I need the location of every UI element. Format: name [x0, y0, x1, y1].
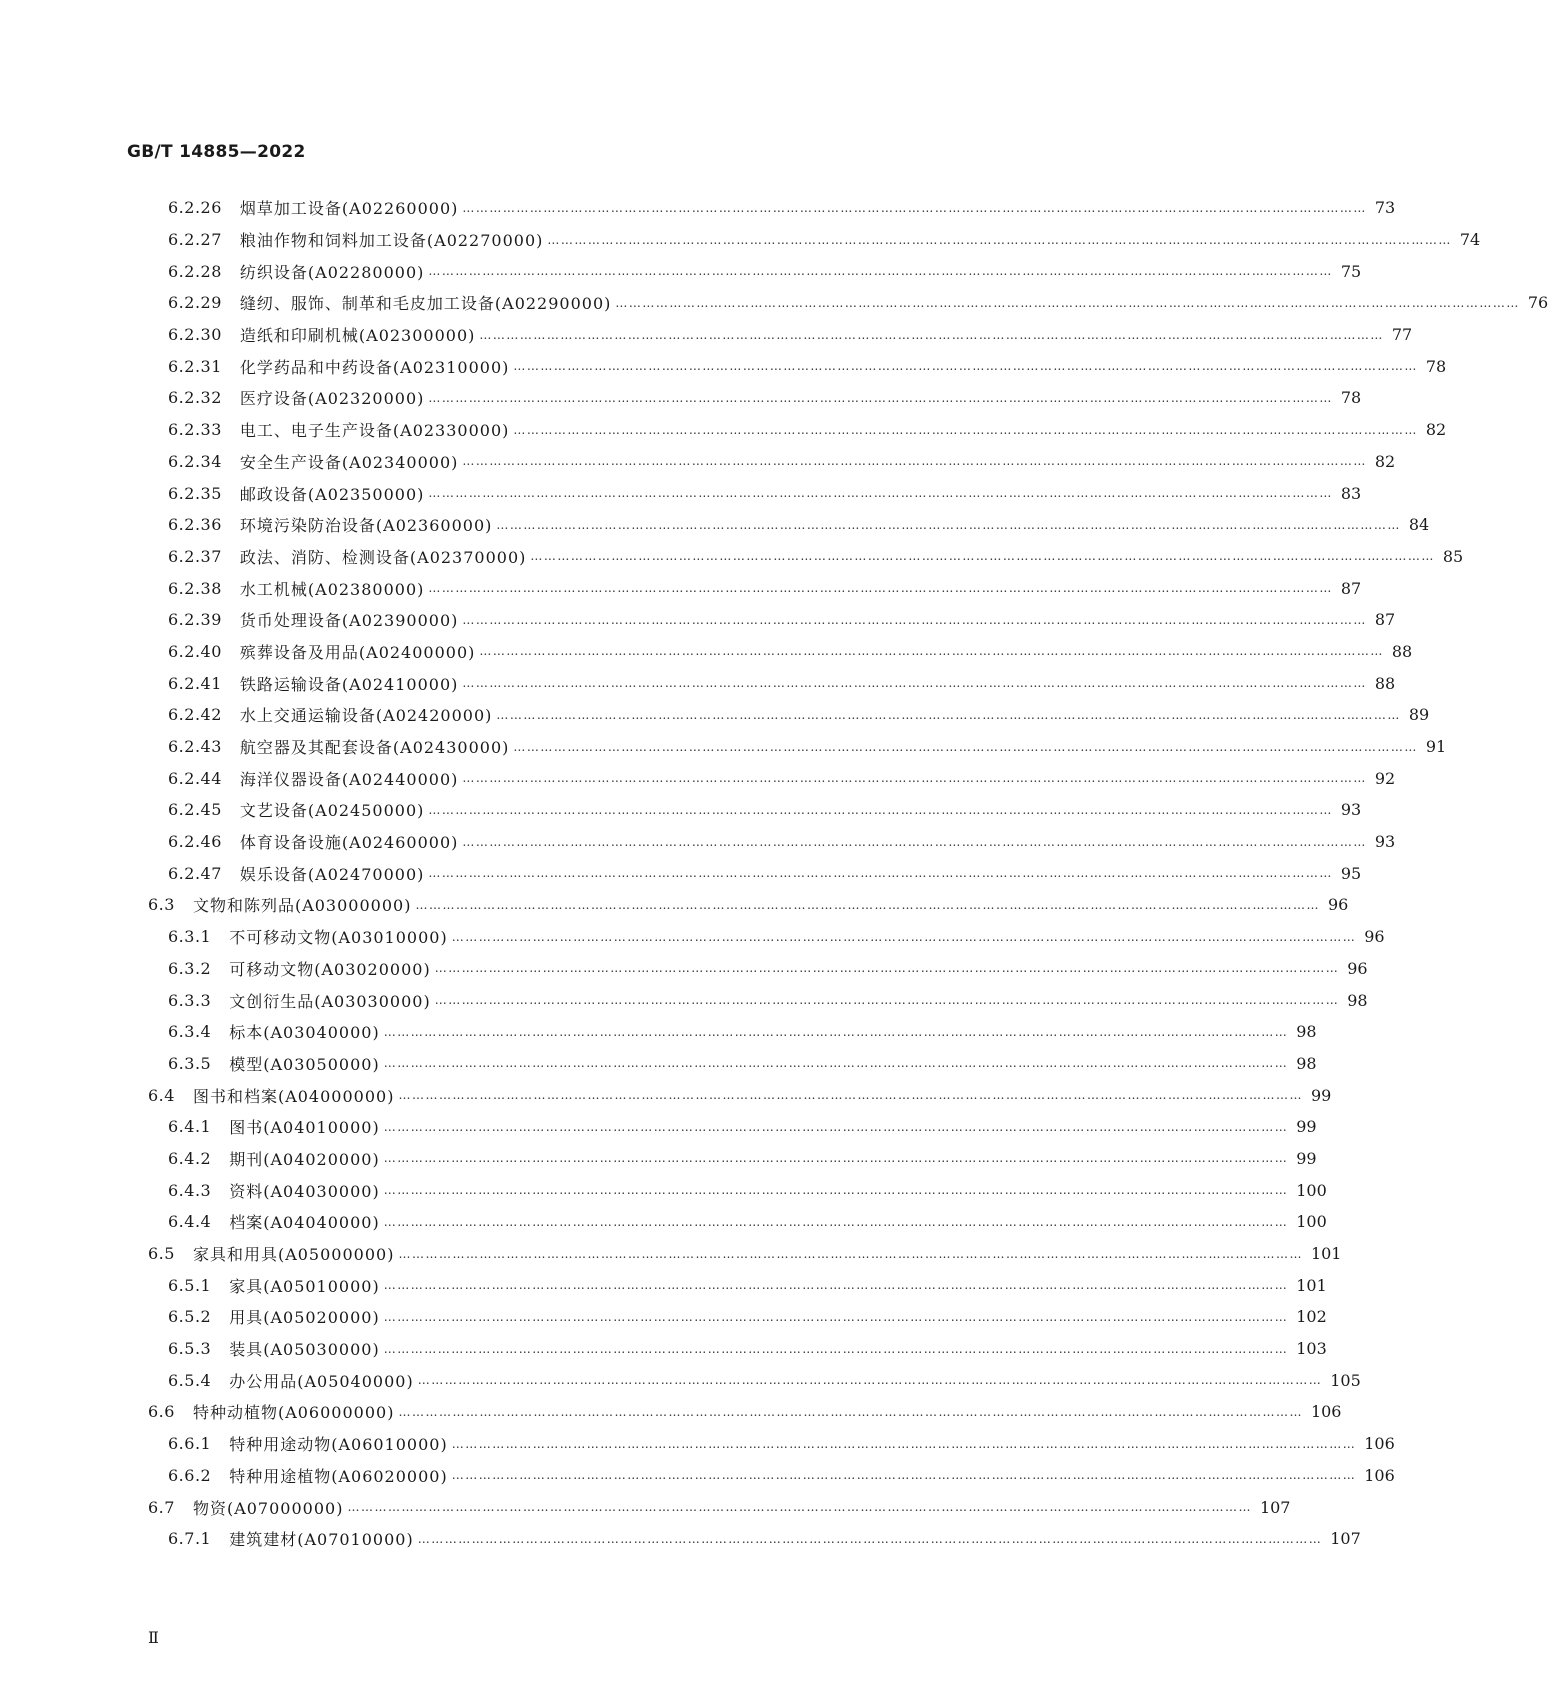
toc-leader-dots: ………………………………………………………………………………………………………………………………………………………………………………… [383, 1214, 1289, 1229]
toc-leader-dots: ………………………………………………………………………………………………………………………………………………………………………………… [383, 1151, 1289, 1166]
toc-leader-dots: ………………………………………………………………………………………………………………………………………………………………………………… [383, 1341, 1289, 1356]
toc-entry-page: 99 [1296, 1148, 1317, 1168]
toc-entry-number: 6.2.35 [168, 483, 222, 503]
toc-entry-page: 83 [1340, 483, 1362, 503]
toc-entry-page: 74 [1459, 230, 1481, 250]
toc-entry[interactable] [0, 1016, 1317, 1048]
toc-leader-dots: ………………………………………………………………………………………………………………………………………………………………………………… [398, 1246, 1303, 1261]
toc-entry-page: 95 [1340, 863, 1362, 883]
toc-entry-title: 航空器及其配套设备(A02430000) [239, 738, 510, 758]
toc-leader-dots: ………………………………………………………………………………………………………………………………………………………………………………… [428, 390, 1333, 405]
toc-entry-number: 6.4.4 [168, 1212, 212, 1232]
table-of-contents [0, 192, 1548, 1555]
toc-entry[interactable] [0, 667, 1396, 699]
toc-entry-title: 邮政设备(A02350000) [239, 484, 425, 504]
toc-leader-dots: ………………………………………………………………………………………………………………………………………………………………………………… [462, 834, 1367, 849]
toc-leader-dots: ………………………………………………………………………………………………………………………………………………………………………………… [383, 1183, 1289, 1198]
toc-entry-number: 6.2.39 [168, 610, 222, 630]
toc-entry-page: 96 [1347, 958, 1368, 978]
toc-entry-title: 图书和档案(A04000000) [192, 1086, 395, 1106]
toc-entry-page: 84 [1408, 515, 1430, 535]
toc-entry-number: 6.2.44 [168, 768, 222, 788]
toc-entry[interactable] [0, 1491, 1291, 1523]
toc-entry-number: 6.4.2 [168, 1148, 212, 1168]
toc-entry[interactable] [0, 572, 1362, 604]
toc-entry-title: 货币处理设备(A02390000) [239, 611, 459, 631]
toc-entry-number: 6.5.3 [168, 1339, 212, 1359]
toc-entry-number: 6.2.47 [168, 863, 222, 883]
toc-entry-page: 106 [1310, 1402, 1342, 1422]
toc-leader-dots: ………………………………………………………………………………………………………………………………………………………………………………… [428, 486, 1333, 501]
toc-leader-dots: ………………………………………………………………………………………………………………………………………………………………………………… [417, 1531, 1323, 1546]
toc-entry[interactable] [0, 1206, 1327, 1238]
toc-entry-page: 82 [1425, 420, 1447, 440]
toc-entry-number: 6.3.2 [168, 958, 212, 978]
toc-entry[interactable] [0, 350, 1447, 382]
toc-entry[interactable] [0, 1333, 1327, 1365]
toc-entry-title: 文艺设备(A02450000) [239, 801, 425, 821]
toc-entry-number: 6.3.4 [168, 1022, 212, 1042]
toc-entry[interactable] [0, 382, 1362, 414]
toc-entry-number: 6.2.40 [168, 641, 222, 661]
toc-entry-title: 造纸和印刷机械(A02300000) [239, 326, 476, 346]
toc-entry-number: 6.5 [148, 1244, 175, 1264]
toc-entry-number: 6.3.5 [168, 1053, 212, 1073]
toc-entry-title: 家具(A05010000) [229, 1276, 380, 1296]
toc-leader-dots: ………………………………………………………………………………………………………………………………………………………………………………… [462, 612, 1367, 627]
toc-entry-page: 92 [1374, 768, 1396, 788]
toc-entry-number: 6.2.43 [168, 737, 222, 757]
toc-entry-number: 6.2.38 [168, 578, 222, 598]
toc-entry-number: 6.2.46 [168, 832, 222, 852]
toc-entry-number: 6.2.26 [168, 198, 222, 218]
toc-entry-number: 6.2.33 [168, 420, 222, 440]
toc-entry-page: 96 [1364, 927, 1385, 947]
toc-entry[interactable] [0, 699, 1430, 731]
toc-entry-title: 资料(A04030000) [229, 1181, 380, 1201]
toc-entry-page: 98 [1296, 1022, 1317, 1042]
toc-entry[interactable] [0, 509, 1430, 541]
toc-entry[interactable] [0, 1079, 1332, 1111]
toc-entry-page: 106 [1364, 1465, 1395, 1485]
toc-leader-dots: ………………………………………………………………………………………………………………………………………………………………………………… [513, 422, 1418, 437]
toc-entry-number: 6.3.1 [168, 927, 212, 947]
toc-entry-page: 88 [1374, 673, 1396, 693]
toc-entry-number: 6.2.36 [168, 515, 222, 535]
toc-entry[interactable] [0, 921, 1385, 953]
toc-entry-page: 93 [1374, 832, 1396, 852]
toc-entry[interactable] [0, 794, 1362, 826]
toc-leader-dots: ………………………………………………………………………………………………………………………………………………………………………………… [496, 517, 1401, 532]
toc-entry[interactable] [0, 1428, 1395, 1460]
toc-entry-title: 电工、电子生产设备(A02330000) [239, 421, 510, 441]
toc-entry[interactable] [0, 731, 1447, 763]
toc-leader-dots: ………………………………………………………………………………………………………………………………………………………………………………… [451, 1468, 1357, 1483]
toc-entry-title: 铁路运输设备(A02410000) [239, 674, 459, 694]
toc-entry[interactable] [0, 319, 1413, 351]
toc-entry-number: 6.4 [148, 1085, 175, 1105]
toc-entry-title: 化学药品和中药设备(A02310000) [239, 357, 510, 377]
toc-entry-title: 水上交通运输设备(A02420000) [239, 706, 493, 726]
toc-entry-title: 粮油作物和饲料加工设备(A02270000) [239, 231, 544, 251]
toc-entry[interactable] [0, 1269, 1327, 1301]
toc-entry-page: 89 [1408, 705, 1430, 725]
toc-entry-title: 档案(A04040000) [229, 1213, 380, 1233]
toc-leader-dots: ………………………………………………………………………………………………………………………………………………………………………………… [513, 359, 1418, 374]
toc-entry[interactable] [0, 1460, 1395, 1492]
toc-entry-title: 文创衍生品(A03030000) [229, 991, 431, 1011]
toc-entry-title: 体育设备设施(A02460000) [239, 833, 459, 853]
toc-entry-title: 家具和用具(A05000000) [192, 1245, 395, 1265]
toc-entry-page: 91 [1425, 737, 1447, 757]
toc-entry-title: 期刊(A04020000) [229, 1149, 380, 1169]
toc-entry[interactable] [0, 1238, 1342, 1270]
toc-entry[interactable] [0, 953, 1368, 985]
toc-entry[interactable] [0, 287, 1548, 319]
toc-entry-page: 77 [1391, 325, 1413, 345]
toc-entry[interactable] [0, 857, 1362, 889]
toc-entry-page: 99 [1296, 1117, 1317, 1137]
toc-entry[interactable] [0, 255, 1362, 287]
toc-entry-number: 6.6 [148, 1402, 175, 1422]
toc-entry[interactable] [0, 1174, 1327, 1206]
toc-entry[interactable] [0, 1364, 1361, 1396]
toc-leader-dots: ………………………………………………………………………………………………………………………………………………………………………………… [451, 929, 1357, 944]
toc-entry[interactable] [0, 1523, 1361, 1555]
toc-entry[interactable] [0, 192, 1396, 224]
toc-entry-title: 标本(A03040000) [229, 1023, 380, 1043]
toc-entry-title: 建筑建材(A07010000) [229, 1530, 414, 1550]
toc-entry-page: 107 [1330, 1529, 1361, 1549]
toc-entry-page: 102 [1296, 1307, 1327, 1327]
toc-leader-dots: ………………………………………………………………………………………………………………………………………………………………………………… [451, 1436, 1357, 1451]
toc-entry-page: 87 [1374, 610, 1396, 630]
toc-entry-number: 6.4.3 [168, 1180, 212, 1200]
toc-entry-title: 烟草加工设备(A02260000) [239, 199, 459, 219]
toc-leader-dots: ………………………………………………………………………………………………………………………………………………………………………………… [615, 295, 1520, 310]
toc-entry-number: 6.5.2 [168, 1307, 212, 1327]
toc-entry[interactable] [0, 1048, 1317, 1080]
toc-entry[interactable] [0, 1301, 1327, 1333]
toc-entry[interactable] [0, 1111, 1317, 1143]
toc-leader-dots: ………………………………………………………………………………………………………………………………………………………………………………… [383, 1309, 1289, 1324]
toc-leader-dots: ………………………………………………………………………………………………………………………………………………………………………………… [383, 1278, 1289, 1293]
toc-entry-number: 6.2.34 [168, 451, 222, 471]
toc-entry-page: 73 [1374, 198, 1396, 218]
toc-entry-title: 特种动植物(A06000000) [192, 1403, 395, 1423]
toc-entry-title: 文物和陈列品(A03000000) [192, 896, 412, 916]
toc-entry-title: 图书(A04010000) [229, 1118, 380, 1138]
toc-entry[interactable] [0, 889, 1349, 921]
toc-entry[interactable] [0, 1143, 1317, 1175]
toc-entry[interactable] [0, 762, 1396, 794]
toc-entry-title: 可移动文物(A03020000) [229, 959, 431, 979]
toc-leader-dots: ………………………………………………………………………………………………………………………………………………………………………………… [434, 961, 1340, 976]
toc-entry-number: 6.2.45 [168, 800, 222, 820]
toc-entry-title: 娱乐设备(A02470000) [239, 864, 425, 884]
toc-entry-page: 98 [1347, 990, 1368, 1010]
toc-entry[interactable] [0, 477, 1362, 509]
toc-leader-dots: ………………………………………………………………………………………………………………………………………………………………………………… [479, 327, 1384, 342]
toc-leader-dots: ………………………………………………………………………………………………………………………………………………………………………………… [347, 1500, 1252, 1515]
toc-entry-title: 医疗设备(A02320000) [239, 389, 425, 409]
toc-entry-number: 6.2.27 [168, 230, 222, 250]
toc-entry-page: 100 [1296, 1180, 1327, 1200]
toc-entry-page: 93 [1340, 800, 1362, 820]
toc-entry-title: 环境污染防治设备(A02360000) [239, 516, 493, 536]
toc-entry-number: 6.2.28 [168, 261, 222, 281]
toc-entry[interactable] [0, 604, 1396, 636]
toc-entry-number: 6.3.3 [168, 990, 212, 1010]
toc-entry-title: 不可移动文物(A03010000) [229, 928, 448, 948]
toc-entry-title: 殡葬设备及用品(A02400000) [239, 642, 476, 662]
toc-entry-page: 106 [1364, 1434, 1395, 1454]
toc-entry-title: 缝纫、服饰、制革和毛皮加工设备(A02290000) [239, 294, 612, 314]
toc-entry-number: 6.2.32 [168, 388, 222, 408]
toc-entry-title: 模型(A03050000) [229, 1054, 380, 1074]
toc-entry-page: 101 [1296, 1275, 1327, 1295]
toc-leader-dots: ………………………………………………………………………………………………………………………………………………………………………………… [415, 897, 1320, 912]
toc-entry-number: 6.2.29 [168, 293, 222, 313]
toc-entry-number: 6.2.30 [168, 325, 222, 345]
toc-leader-dots: ………………………………………………………………………………………………………………………………………………………………………………… [428, 581, 1333, 596]
toc-leader-dots: ………………………………………………………………………………………………………………………………………………………………………………… [434, 993, 1340, 1008]
toc-entry-number: 6.7 [148, 1497, 175, 1517]
toc-entry-number: 6.5.1 [168, 1275, 212, 1295]
toc-entry-number: 6.3 [148, 895, 175, 915]
toc-entry-number: 6.2.42 [168, 705, 222, 725]
toc-entry[interactable] [0, 1396, 1342, 1428]
toc-entry-title: 特种用途动物(A06010000) [229, 1435, 448, 1455]
toc-entry-number: 6.6.1 [168, 1434, 212, 1454]
toc-entry-number: 6.2.37 [168, 546, 222, 566]
toc-entry-title: 特种用途植物(A06020000) [229, 1466, 448, 1486]
toc-entry-number: 6.5.4 [168, 1370, 212, 1390]
toc-entry[interactable] [0, 826, 1396, 858]
page-number: Ⅱ [148, 1628, 159, 1647]
toc-entry-title: 办公用品(A05040000) [229, 1371, 414, 1391]
toc-entry-page: 78 [1340, 388, 1362, 408]
toc-entry-page: 88 [1391, 641, 1413, 661]
toc-leader-dots: ………………………………………………………………………………………………………………………………………………………………………………… [479, 644, 1384, 659]
toc-entry[interactable] [0, 541, 1464, 573]
toc-entry-page: 82 [1374, 451, 1396, 471]
toc-leader-dots: ………………………………………………………………………………………………………………………………………………………………………………… [462, 200, 1367, 215]
toc-leader-dots: ………………………………………………………………………………………………………………………………………………………………………………… [513, 739, 1418, 754]
toc-entry-number: 6.2.31 [168, 356, 222, 376]
toc-entry-title: 安全生产设备(A02340000) [239, 452, 459, 472]
toc-entry-page: 101 [1310, 1244, 1342, 1264]
toc-entry[interactable] [0, 446, 1396, 478]
toc-entry-number: 6.6.2 [168, 1465, 212, 1485]
toc-entry-title: 水工机械(A02380000) [239, 579, 425, 599]
toc-entry-page: 99 [1310, 1085, 1332, 1105]
toc-leader-dots: ………………………………………………………………………………………………………………………………………………………………………………… [462, 454, 1367, 469]
toc-entry-page: 76 [1527, 293, 1548, 313]
toc-leader-dots: ………………………………………………………………………………………………………………………………………………………………………………… [428, 866, 1333, 881]
toc-leader-dots: ………………………………………………………………………………………………………………………………………………………………………………… [383, 1024, 1289, 1039]
toc-entry[interactable] [0, 636, 1413, 668]
toc-entry-title: 装具(A05030000) [229, 1340, 380, 1360]
toc-entry-title: 政法、消防、检测设备(A02370000) [239, 547, 527, 567]
toc-leader-dots: ………………………………………………………………………………………………………………………………………………………………………………… [496, 707, 1401, 722]
toc-leader-dots: ………………………………………………………………………………………………………………………………………………………………………………… [547, 232, 1452, 247]
toc-leader-dots: ………………………………………………………………………………………………………………………………………………………………………………… [428, 802, 1333, 817]
toc-leader-dots: ………………………………………………………………………………………………………………………………………………………………………………… [462, 676, 1367, 691]
toc-leader-dots: ………………………………………………………………………………………………………………………………………………………………………………… [530, 549, 1435, 564]
toc-entry[interactable] [0, 414, 1447, 446]
toc-entry-number: 6.4.1 [168, 1117, 212, 1137]
toc-entry-title: 物资(A07000000) [192, 1498, 344, 1518]
toc-leader-dots: ………………………………………………………………………………………………………………………………………………………………………………… [398, 1404, 1303, 1419]
toc-leader-dots: ………………………………………………………………………………………………………………………………………………………………………………… [428, 264, 1333, 279]
toc-entry-page: 87 [1340, 578, 1362, 598]
toc-leader-dots: ………………………………………………………………………………………………………………………………………………………………………………… [462, 771, 1367, 786]
toc-leader-dots: ………………………………………………………………………………………………………………………………………………………………………………… [398, 1088, 1303, 1103]
toc-entry-title: 海洋仪器设备(A02440000) [239, 769, 459, 789]
toc-entry[interactable] [0, 224, 1481, 256]
toc-leader-dots: ………………………………………………………………………………………………………………………………………………………………………………… [383, 1119, 1289, 1134]
toc-entry-page: 100 [1296, 1212, 1327, 1232]
toc-entry-page: 107 [1259, 1497, 1291, 1517]
toc-entry-title: 用具(A05020000) [229, 1308, 380, 1328]
toc-leader-dots: ………………………………………………………………………………………………………………………………………………………………………………… [383, 1056, 1289, 1071]
toc-entry-page: 105 [1330, 1370, 1361, 1390]
toc-entry-page: 85 [1442, 546, 1464, 566]
toc-entry-page: 75 [1340, 261, 1362, 281]
toc-entry-page: 98 [1296, 1053, 1317, 1073]
toc-entry-page: 78 [1425, 356, 1447, 376]
document-header: GB/T 14885—2022 [127, 142, 306, 162]
toc-entry-number: 6.2.41 [168, 673, 222, 693]
toc-entry-page: 96 [1327, 895, 1349, 915]
toc-leader-dots: ………………………………………………………………………………………………………………………………………………………………………………… [417, 1373, 1323, 1388]
toc-entry-page: 103 [1296, 1339, 1327, 1359]
toc-entry-number: 6.7.1 [168, 1529, 212, 1549]
toc-entry[interactable] [0, 984, 1368, 1016]
toc-entry-title: 纺织设备(A02280000) [239, 262, 425, 282]
